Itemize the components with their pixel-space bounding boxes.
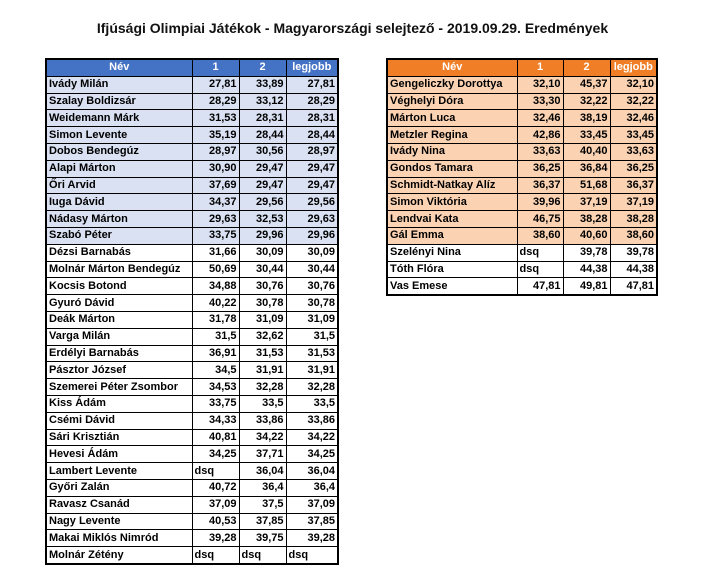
women-cell-name: Gengeliczky Dorottya (387, 76, 517, 93)
men-cell-run1: 33,75 (192, 395, 239, 412)
men-cell-best: dsq (286, 547, 338, 564)
women-cell-best: 36,25 (610, 160, 657, 177)
men-table-row (46, 295, 338, 312)
men-table-row (46, 547, 338, 564)
women-cell-name: Véghelyi Dóra (387, 93, 517, 110)
men-cell-best: 39,28 (286, 530, 338, 547)
men-cell-best: 28,97 (286, 143, 338, 160)
men-table-row (46, 110, 338, 127)
men-cell-run2: 36,04 (239, 463, 286, 480)
men-cell-run1: 28,29 (192, 93, 239, 110)
women-table-row (387, 278, 657, 295)
men-table-row (46, 429, 338, 446)
men-cell-run1: 34,53 (192, 379, 239, 396)
men-table-row (46, 76, 338, 93)
men-table-row (46, 227, 338, 244)
men-cell-run1: 36,91 (192, 345, 239, 362)
men-cell-run1: 40,22 (192, 295, 239, 312)
women-cell-run1: 33,63 (517, 143, 563, 160)
men-cell-run2: 34,22 (239, 429, 286, 446)
men-cell-name: Nagy Levente (46, 513, 192, 530)
men-cell-run2: 28,44 (239, 127, 286, 144)
women-cell-run1: 36,37 (517, 177, 563, 194)
men-cell-run2: 29,96 (239, 227, 286, 244)
men-cell-name: Simon Levente (46, 127, 192, 144)
women-header-best: legjobb (610, 59, 657, 76)
men-cell-best: 30,78 (286, 295, 338, 312)
men-cell-run2: 32,62 (239, 328, 286, 345)
women-header-run2: 2 (563, 59, 610, 76)
men-table-row (46, 143, 338, 160)
men-cell-run1: dsq (192, 547, 239, 564)
men-cell-best: 30,09 (286, 244, 338, 261)
men-cell-run2: 29,47 (239, 177, 286, 194)
women-cell-run1: dsq (517, 261, 563, 278)
women-cell-run2: 44,38 (563, 261, 610, 278)
men-cell-best: 34,22 (286, 429, 338, 446)
women-cell-best: 32,10 (610, 76, 657, 93)
men-cell-run2: 33,12 (239, 93, 286, 110)
women-header-name: Név (387, 59, 517, 76)
men-cell-run1: 31,5 (192, 328, 239, 345)
men-cell-best: 37,09 (286, 496, 338, 513)
men-cell-best: 28,31 (286, 110, 338, 127)
men-header-run1: 1 (192, 59, 239, 76)
women-cell-run1: 38,60 (517, 227, 563, 244)
women-cell-name: Tóth Flóra (387, 261, 517, 278)
women-cell-run2: 39,78 (563, 244, 610, 261)
men-cell-best: 36,4 (286, 479, 338, 496)
women-table-row (387, 143, 657, 160)
men-cell-name: Ivády Milán (46, 76, 192, 93)
men-cell-best: 29,63 (286, 211, 338, 228)
women-cell-name: Ivády Nina (387, 143, 517, 160)
men-cell-run2: 31,09 (239, 311, 286, 328)
men-cell-name: Kiss Ádám (46, 395, 192, 412)
men-cell-run2: 37,85 (239, 513, 286, 530)
men-cell-name: Deák Márton (46, 311, 192, 328)
men-cell-name: Dézsi Barnabás (46, 244, 192, 261)
men-table-row (46, 395, 338, 412)
men-cell-best: 31,5 (286, 328, 338, 345)
women-cell-run2: 36,84 (563, 160, 610, 177)
women-cell-run2: 38,19 (563, 110, 610, 127)
women-table-row (387, 93, 657, 110)
men-results-table (45, 58, 339, 565)
men-cell-run1: 50,69 (192, 261, 239, 278)
men-cell-name: Varga Milán (46, 328, 192, 345)
men-cell-run2: 37,71 (239, 446, 286, 463)
men-table-row (46, 479, 338, 496)
women-cell-run1: dsq (517, 244, 563, 261)
men-cell-run1: 37,09 (192, 496, 239, 513)
women-cell-name: Schmidt-Natkay Alíz (387, 177, 517, 194)
women-table-row (387, 227, 657, 244)
men-cell-run2: 30,76 (239, 278, 286, 295)
men-cell-best: 31,09 (286, 311, 338, 328)
women-cell-best: 33,63 (610, 143, 657, 160)
women-table-row (387, 177, 657, 194)
men-cell-name: Erdélyi Barnabás (46, 345, 192, 362)
men-table-row (46, 127, 338, 144)
women-cell-run1: 42,86 (517, 127, 563, 144)
women-cell-best: 44,38 (610, 261, 657, 278)
men-cell-best: 34,25 (286, 446, 338, 463)
men-cell-run2: 29,56 (239, 194, 286, 211)
women-table-row (387, 211, 657, 228)
men-cell-name: Ravasz Csanád (46, 496, 192, 513)
women-results-table (386, 58, 658, 296)
men-cell-run2: 39,75 (239, 530, 286, 547)
men-header-run2: 2 (239, 59, 286, 76)
men-cell-best: 32,28 (286, 379, 338, 396)
men-cell-run2: 29,47 (239, 160, 286, 177)
men-cell-run1: 40,53 (192, 513, 239, 530)
men-table-row (46, 379, 338, 396)
men-cell-name: Kocsis Botond (46, 278, 192, 295)
men-cell-name: Lambert Levente (46, 463, 192, 480)
women-cell-run2: 40,60 (563, 227, 610, 244)
men-cell-run1: 27,81 (192, 76, 239, 93)
men-table-row (46, 496, 338, 513)
men-cell-run2: 33,86 (239, 412, 286, 429)
women-cell-run2: 45,37 (563, 76, 610, 93)
men-cell-run1: 34,37 (192, 194, 239, 211)
women-cell-best: 47,81 (610, 278, 657, 295)
men-table-row (46, 311, 338, 328)
men-cell-run1: 29,63 (192, 211, 239, 228)
men-cell-name: Pásztor József (46, 362, 192, 379)
men-table-row (46, 194, 338, 211)
men-cell-name: Győri Zalán (46, 479, 192, 496)
men-cell-best: 30,44 (286, 261, 338, 278)
men-cell-name: Iuga Dávid (46, 194, 192, 211)
men-cell-name: Alapi Márton (46, 160, 192, 177)
men-table-row (46, 160, 338, 177)
women-cell-run1: 32,46 (517, 110, 563, 127)
men-cell-best: 28,44 (286, 127, 338, 144)
women-table-row (387, 76, 657, 93)
women-table-row (387, 244, 657, 261)
men-cell-run1: 28,97 (192, 143, 239, 160)
women-cell-run1: 33,30 (517, 93, 563, 110)
women-cell-best: 39,78 (610, 244, 657, 261)
men-cell-run2: 30,09 (239, 244, 286, 261)
women-cell-run2: 33,45 (563, 127, 610, 144)
men-cell-run2: 28,31 (239, 110, 286, 127)
men-cell-run2: 31,53 (239, 345, 286, 362)
women-table-row (387, 110, 657, 127)
women-cell-run1: 46,75 (517, 211, 563, 228)
men-cell-name: Szabó Péter (46, 227, 192, 244)
men-cell-best: 30,76 (286, 278, 338, 295)
men-cell-name: Hevesi Ádám (46, 446, 192, 463)
men-cell-run2: 30,56 (239, 143, 286, 160)
men-cell-run2: 31,91 (239, 362, 286, 379)
women-cell-run2: 38,28 (563, 211, 610, 228)
men-cell-best: 29,56 (286, 194, 338, 211)
men-cell-best: 29,47 (286, 177, 338, 194)
men-cell-run2: 36,4 (239, 479, 286, 496)
men-header-best: legjobb (286, 59, 338, 76)
men-cell-run2: dsq (239, 547, 286, 564)
men-cell-name: Weidemann Márk (46, 110, 192, 127)
men-cell-run2: 32,53 (239, 211, 286, 228)
men-cell-run1: 31,78 (192, 311, 239, 328)
women-cell-name: Lendvai Kata (387, 211, 517, 228)
men-table-row (46, 177, 338, 194)
men-cell-run1: dsq (192, 463, 239, 480)
men-cell-name: Makai Miklós Nimród (46, 530, 192, 547)
women-cell-name: Gál Emma (387, 227, 517, 244)
women-cell-best: 38,60 (610, 227, 657, 244)
men-cell-best: 28,29 (286, 93, 338, 110)
men-cell-run2: 32,28 (239, 379, 286, 396)
women-cell-name: Vas Emese (387, 278, 517, 295)
women-table-row (387, 194, 657, 211)
men-table-row (46, 244, 338, 261)
men-cell-run1: 34,25 (192, 446, 239, 463)
men-table-row (46, 530, 338, 547)
women-cell-name: Metzler Regina (387, 127, 517, 144)
men-cell-run1: 31,53 (192, 110, 239, 127)
women-cell-run1: 32,10 (517, 76, 563, 93)
men-cell-run1: 40,81 (192, 429, 239, 446)
men-cell-name: Gyuró Dávid (46, 295, 192, 312)
women-cell-run1: 36,25 (517, 160, 563, 177)
women-cell-run1: 39,96 (517, 194, 563, 211)
men-cell-run1: 40,72 (192, 479, 239, 496)
men-table-row (46, 328, 338, 345)
men-cell-run1: 34,88 (192, 278, 239, 295)
women-table-row (387, 261, 657, 278)
men-cell-best: 29,96 (286, 227, 338, 244)
men-cell-run1: 35,19 (192, 127, 239, 144)
men-cell-best: 31,53 (286, 345, 338, 362)
women-cell-name: Szelényi Nina (387, 244, 517, 261)
men-cell-run1: 33,75 (192, 227, 239, 244)
men-cell-name: Molnár Márton Bendegúz (46, 261, 192, 278)
women-cell-run2: 49,81 (563, 278, 610, 295)
men-cell-name: Sári Krisztián (46, 429, 192, 446)
men-table-row (46, 211, 338, 228)
men-cell-name: Szemerei Péter Zsombor (46, 379, 192, 396)
men-table-row (46, 93, 338, 110)
men-table-row (46, 278, 338, 295)
women-cell-name: Márton Luca (387, 110, 517, 127)
men-cell-best: 31,91 (286, 362, 338, 379)
men-cell-run1: 37,69 (192, 177, 239, 194)
men-cell-name: Molnár Zétény (46, 547, 192, 564)
women-cell-best: 33,45 (610, 127, 657, 144)
men-table-row (46, 446, 338, 463)
men-cell-best: 33,86 (286, 412, 338, 429)
women-cell-name: Simon Viktória (387, 194, 517, 211)
women-cell-run2: 40,40 (563, 143, 610, 160)
men-cell-name: Szalay Boldizsár (46, 93, 192, 110)
men-cell-best: 29,47 (286, 160, 338, 177)
men-cell-name: Dobos Bendegúz (46, 143, 192, 160)
men-cell-run2: 37,5 (239, 496, 286, 513)
men-cell-name: Nádasy Márton (46, 211, 192, 228)
women-header-row (387, 59, 657, 76)
men-cell-run1: 39,28 (192, 530, 239, 547)
men-cell-run1: 34,33 (192, 412, 239, 429)
men-table-row (46, 463, 338, 480)
men-cell-best: 33,5 (286, 395, 338, 412)
men-table-row (46, 261, 338, 278)
men-header-name: Név (46, 59, 192, 76)
men-cell-run1: 30,90 (192, 160, 239, 177)
men-table-row (46, 345, 338, 362)
women-table-row (387, 127, 657, 144)
women-cell-run2: 37,19 (563, 194, 610, 211)
women-cell-run2: 51,68 (563, 177, 610, 194)
women-cell-best: 37,19 (610, 194, 657, 211)
women-cell-run1: 47,81 (517, 278, 563, 295)
men-cell-run2: 33,5 (239, 395, 286, 412)
men-cell-run1: 34,5 (192, 362, 239, 379)
men-table-row (46, 362, 338, 379)
women-cell-best: 38,28 (610, 211, 657, 228)
page-title: Ifjúsági Olimpiai Játékok - Magyarországi selejtező - 2019.09.29. Eredmények (96, 20, 609, 36)
men-cell-name: Őri Arvid (46, 177, 192, 194)
men-cell-run2: 33,89 (239, 76, 286, 93)
women-cell-best: 32,22 (610, 93, 657, 110)
men-cell-best: 36,04 (286, 463, 338, 480)
men-cell-best: 37,85 (286, 513, 338, 530)
women-cell-best: 32,46 (610, 110, 657, 127)
women-table-row (387, 160, 657, 177)
women-cell-run2: 32,22 (563, 93, 610, 110)
men-cell-best: 27,81 (286, 76, 338, 93)
men-cell-run2: 30,44 (239, 261, 286, 278)
women-header-run1: 1 (517, 59, 563, 76)
men-cell-name: Csémi Dávid (46, 412, 192, 429)
men-cell-run1: 31,66 (192, 244, 239, 261)
men-table-row (46, 513, 338, 530)
men-table-row (46, 412, 338, 429)
men-header-row (46, 59, 338, 76)
women-cell-best: 36,37 (610, 177, 657, 194)
women-cell-name: Gondos Tamara (387, 160, 517, 177)
men-cell-run2: 30,78 (239, 295, 286, 312)
